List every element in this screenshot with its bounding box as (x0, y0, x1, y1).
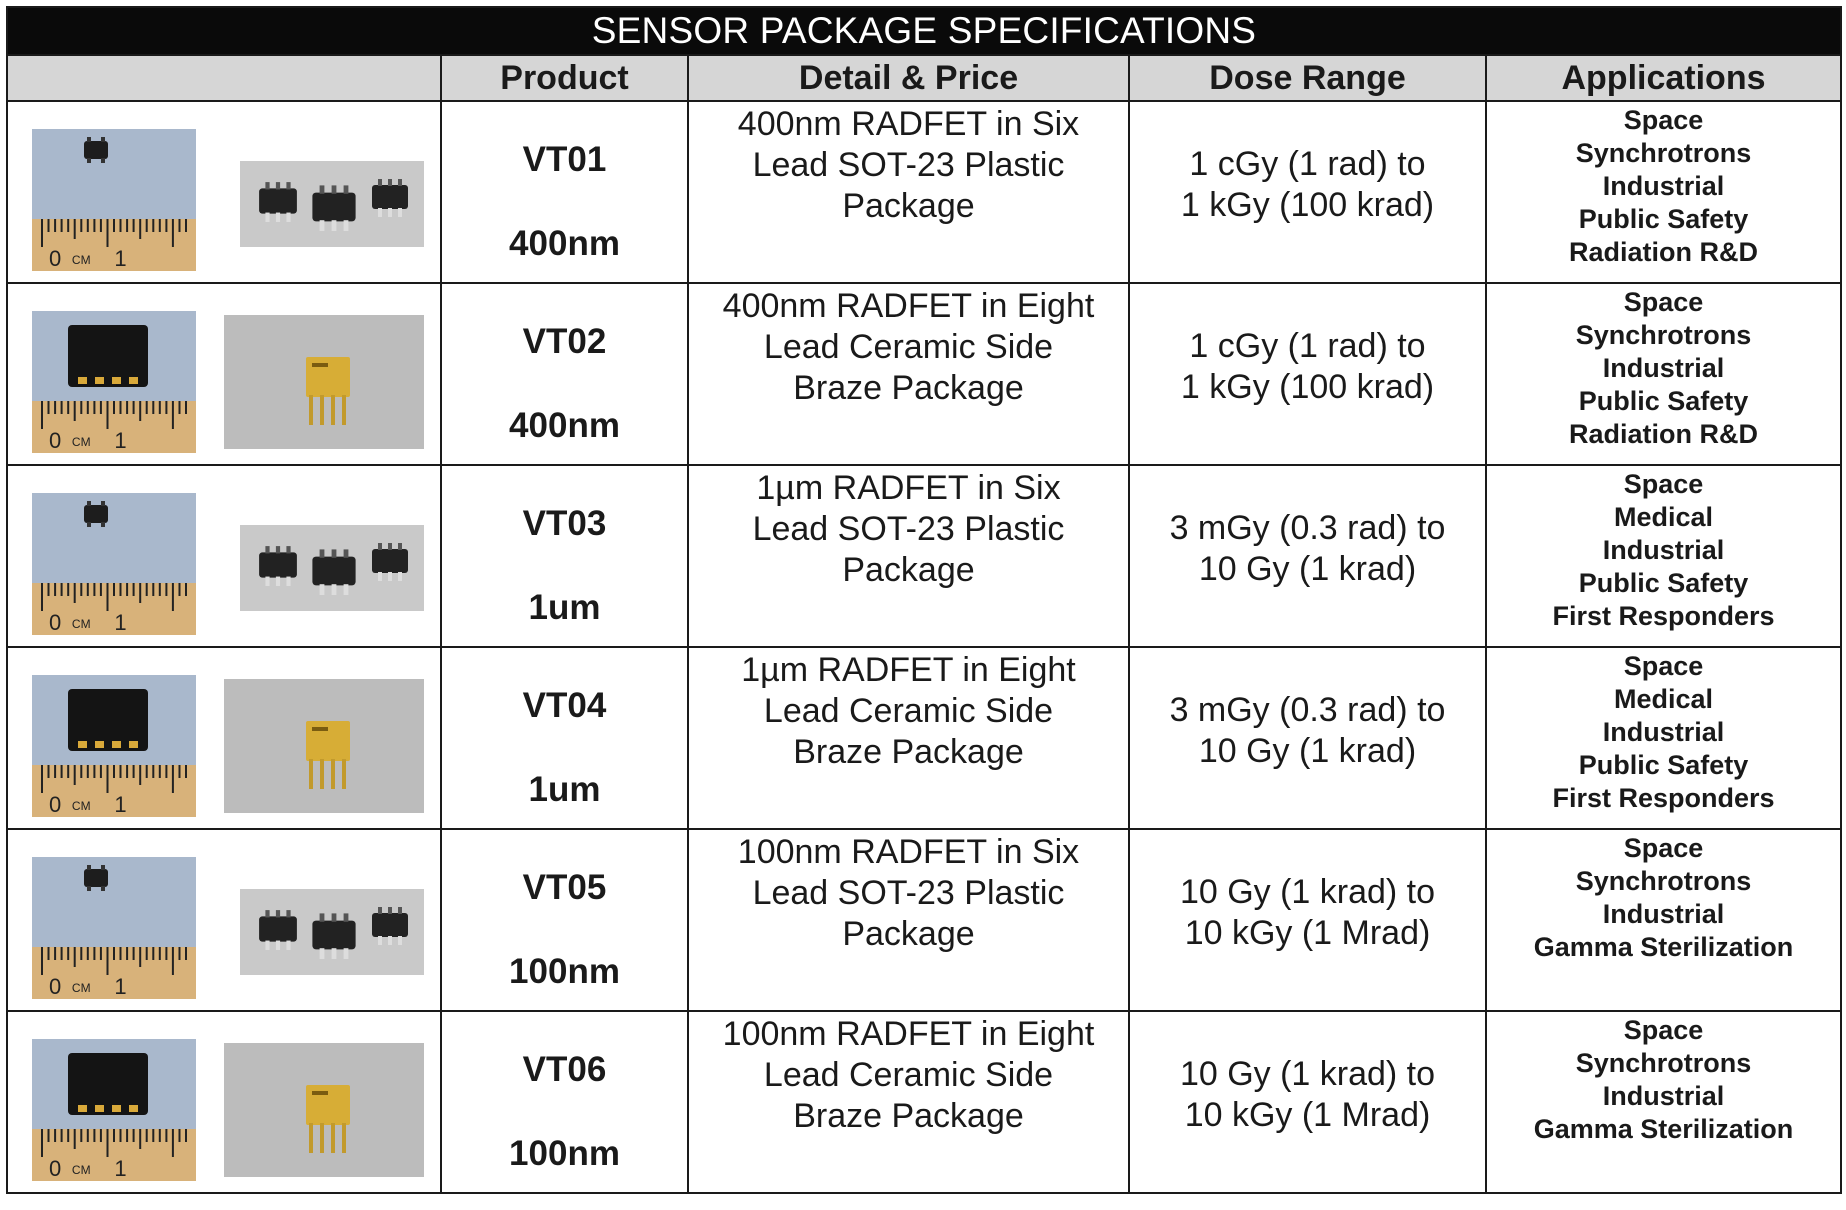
scale-photo (32, 311, 196, 453)
application-item: Space (1623, 833, 1704, 863)
application-item: First Responders (1552, 601, 1775, 631)
detail-line: 1µm RADFET in Six (756, 469, 1061, 507)
detail-line: Lead Ceramic Side (763, 328, 1054, 366)
applications-cell (1486, 465, 1841, 647)
product-node: 1um (528, 588, 601, 627)
product-code: VT06 (522, 1050, 607, 1089)
package-photos (7, 647, 441, 829)
dose-range-cell (1129, 465, 1486, 647)
dose-line: 1 cGy (1 rad) to (1189, 327, 1426, 365)
product-node: 400nm (509, 406, 620, 445)
column-header-product: Product (441, 55, 688, 101)
application-item: Industrial (1602, 717, 1725, 747)
dose-range-cell (1129, 283, 1486, 465)
product-node: 1um (528, 770, 601, 809)
application-item: Synchrotrons (1575, 866, 1752, 896)
table-row (7, 1011, 1841, 1193)
ruler-zero-label: 0 (48, 792, 62, 817)
scale-photo (32, 129, 196, 271)
dose-line: 1 cGy (1 rad) to (1189, 145, 1426, 183)
dose-line: 10 kGy (1 Mrad) (1184, 914, 1431, 952)
detail-line: 1µm RADFET in Eight (741, 651, 1076, 689)
applications-cell (1486, 101, 1841, 283)
package-photos (7, 101, 441, 283)
dose-line: 10 Gy (1 krad) to (1179, 1055, 1436, 1093)
application-item: Public Safety (1578, 750, 1749, 780)
ruler-zero-label: 0 (48, 1156, 62, 1181)
package-photos (7, 829, 441, 1011)
dose-line: 10 kGy (1 Mrad) (1184, 1096, 1431, 1134)
detail-line: Braze Package (793, 369, 1024, 407)
ruler-one-label: 1 (114, 1156, 127, 1181)
ruler-one-label: 1 (114, 246, 127, 271)
application-item: Radiation R&D (1569, 237, 1758, 267)
detail-cell (688, 283, 1129, 465)
table-row (7, 101, 1841, 283)
application-item: Synchrotrons (1575, 320, 1752, 350)
product-code: VT01 (522, 140, 607, 179)
package-photo (240, 889, 424, 975)
application-item: Radiation R&D (1569, 419, 1758, 449)
ruler-unit-label: CM (71, 981, 91, 995)
package-photos-image (8, 285, 440, 463)
detail-line: Lead Ceramic Side (763, 1056, 1054, 1094)
product-code: VT03 (522, 504, 607, 543)
dose-line: 3 mGy (0.3 rad) to (1169, 509, 1446, 547)
product-cell (441, 829, 688, 1011)
application-item: Gamma Sterilization (1533, 1114, 1794, 1144)
detail-line: Package (842, 551, 975, 589)
detail-line: 400nm RADFET in Eight (722, 287, 1095, 325)
detail-line: Lead SOT-23 Plastic (752, 146, 1065, 184)
ruler-unit-label: CM (71, 435, 91, 449)
application-item: First Responders (1552, 783, 1775, 813)
detail-line: Package (842, 187, 975, 225)
detail-cell (688, 1011, 1129, 1193)
table-row (7, 465, 1841, 647)
ruler-unit-label: CM (71, 617, 91, 631)
ruler-zero-label: 0 (48, 246, 62, 271)
detail-cell (688, 101, 1129, 283)
ruler-one-label: 1 (114, 792, 127, 817)
ruler-unit-label: CM (71, 253, 91, 267)
application-item: Gamma Sterilization (1533, 932, 1794, 962)
detail-line: Package (842, 915, 975, 953)
dose-line: 1 kGy (100 krad) (1180, 186, 1435, 224)
detail-line: 100nm RADFET in Six (737, 833, 1080, 871)
table-row (7, 283, 1841, 465)
package-photos (7, 1011, 441, 1193)
detail-line: Lead Ceramic Side (763, 692, 1054, 730)
detail-line: Lead SOT-23 Plastic (752, 874, 1065, 912)
dose-range-cell (1129, 1011, 1486, 1193)
application-item: Industrial (1602, 535, 1725, 565)
ruler-one-label: 1 (114, 974, 127, 999)
table-title: SENSOR PACKAGE SPECIFICATIONS (7, 7, 1841, 55)
dose-line: 10 Gy (1 krad) to (1179, 873, 1436, 911)
product-code: VT05 (522, 868, 607, 907)
detail-line: Braze Package (793, 1097, 1024, 1135)
package-photos-image (8, 103, 440, 281)
package-photo (224, 679, 424, 813)
package-photos (7, 465, 441, 647)
application-item: Industrial (1602, 1081, 1725, 1111)
ruler-zero-label: 0 (48, 428, 62, 453)
package-photos-image (8, 649, 440, 827)
package-photo (240, 161, 424, 247)
table-row (7, 647, 1841, 829)
spec-sheet (6, 6, 1840, 1204)
application-item: Industrial (1602, 171, 1725, 201)
package-photo (224, 315, 424, 449)
table-row (7, 829, 1841, 1011)
applications-cell (1486, 647, 1841, 829)
application-item: Space (1623, 1015, 1704, 1045)
dose-line: 10 Gy (1 krad) (1198, 732, 1417, 770)
applications-cell (1486, 1011, 1841, 1193)
product-code: VT02 (522, 322, 607, 361)
application-item: Industrial (1602, 899, 1725, 929)
column-header-applications: Applications (1486, 55, 1841, 101)
product-cell (441, 101, 688, 283)
detail-cell (688, 465, 1129, 647)
spec-table (6, 6, 1842, 1194)
dose-line: 3 mGy (0.3 rad) to (1169, 691, 1446, 729)
product-cell (441, 1011, 688, 1193)
application-item: Space (1623, 105, 1704, 135)
package-photo (240, 525, 424, 611)
package-photos-image (8, 1013, 440, 1191)
scale-photo (32, 493, 196, 635)
scale-photo (32, 1039, 196, 1181)
ruler-zero-label: 0 (48, 610, 62, 635)
application-item: Medical (1613, 502, 1714, 532)
detail-line: 100nm RADFET in Eight (722, 1015, 1095, 1053)
application-item: Synchrotrons (1575, 1048, 1752, 1078)
product-cell (441, 465, 688, 647)
dose-line: 1 kGy (100 krad) (1180, 368, 1435, 406)
dose-range-cell (1129, 829, 1486, 1011)
detail-line: 400nm RADFET in Six (737, 105, 1080, 143)
ruler-one-label: 1 (114, 610, 127, 635)
package-photo (224, 1043, 424, 1177)
application-item: Public Safety (1578, 568, 1749, 598)
dose-range-cell (1129, 101, 1486, 283)
application-item: Public Safety (1578, 204, 1749, 234)
dose-range-cell (1129, 647, 1486, 829)
dose-line: 10 Gy (1 krad) (1198, 550, 1417, 588)
applications-cell (1486, 283, 1841, 465)
product-node: 100nm (509, 952, 620, 991)
application-item: Medical (1613, 684, 1714, 714)
column-header-image (7, 55, 441, 101)
product-cell (441, 647, 688, 829)
application-item: Public Safety (1578, 386, 1749, 416)
application-item: Space (1623, 651, 1704, 681)
package-photos-image (8, 831, 440, 1009)
ruler-one-label: 1 (114, 428, 127, 453)
application-item: Industrial (1602, 353, 1725, 383)
product-code: VT04 (522, 686, 607, 725)
package-photos-image (8, 467, 440, 645)
detail-cell (688, 647, 1129, 829)
scale-photo (32, 857, 196, 999)
application-item: Space (1623, 287, 1704, 317)
detail-cell (688, 829, 1129, 1011)
scale-photo (32, 675, 196, 817)
applications-cell (1486, 829, 1841, 1011)
application-item: Space (1623, 469, 1704, 499)
detail-line: Braze Package (793, 733, 1024, 771)
detail-line: Lead SOT-23 Plastic (752, 510, 1065, 548)
application-item: Synchrotrons (1575, 138, 1752, 168)
product-node: 100nm (509, 1134, 620, 1173)
ruler-unit-label: CM (71, 799, 91, 813)
ruler-unit-label: CM (71, 1163, 91, 1177)
ruler-zero-label: 0 (48, 974, 62, 999)
product-cell (441, 283, 688, 465)
column-header-detail: Detail & Price (688, 55, 1129, 101)
table-body (7, 101, 1841, 1193)
product-node: 400nm (509, 224, 620, 263)
column-header-dose: Dose Range (1129, 55, 1486, 101)
package-photos (7, 283, 441, 465)
